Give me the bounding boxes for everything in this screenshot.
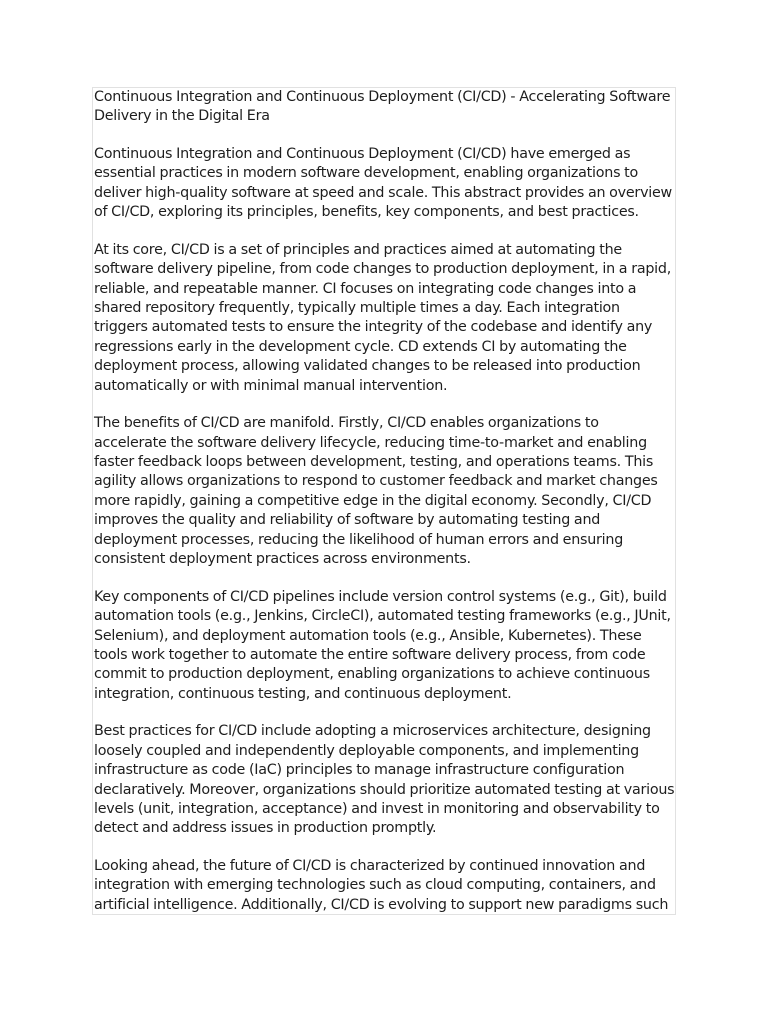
document-page <box>92 87 676 915</box>
paragraph-core: At its core, CI/CD is a set of principles and practices aimed at automating the software delivery pipeline, from code changes to production deployment, in a rapid, reliable, and repeatable manner. CI focuses on integrating code changes into a shared repository frequently, typically multiple times a day. Each integration triggers automated tests to ensure the integrity of the codebase and identify any regressions early in the development cycle. CD extends CI by automating the deployment process, allowing validated changes to be released into production automatically or with minimal manual intervention. <box>94 241 672 394</box>
paragraph-components: Key components of CI/CD pipelines include version control systems (e.g., Git), build automation tools (e.g., Jenkins, CircleCI), automated testing frameworks (e.g., JUnit, Selenium), and deployment automation tools (e.g., Ansible, Kubernetes). These tools work together to automate the entire software delivery process, from code commit to production deployment, enabling organizations to achieve continuous integration, continuous testing, and continuous deployment. <box>94 588 671 702</box>
document-title: Continuous Integration and Continuous Deployment (CI/CD) - Accelerating Software Delivery in the Digital Era <box>94 89 671 125</box>
paragraph-future: Looking ahead, the future of CI/CD is characterized by continued innovation and integration with emerging technologies such as cloud computing, containers, and artificial intelligence. Additionally, CI/CD is evolving to support new paradigms such <box>94 857 669 913</box>
paragraph-intro: Continuous Integration and Continuous Deployment (CI/CD) have emerged as essential practices in modern software development, enabling organizations to deliver high-quality software at speed and scale. This abstract provides an overview of CI/CD, exploring its principles, benefits, key components, and best practices. <box>94 146 672 221</box>
document-body <box>93 88 675 915</box>
paragraph-benefits: The benefits of CI/CD are manifold. Firstly, CI/CD enables organizations to accelerate the software delivery lifecycle, reducing time-to-market and enabling faster feedback loops between development, testing, and operations teams. This agility allows organizations to respond to customer feedback and market changes more rapidly, gaining a competitive edge in the digital economy. Secondly, CI/CD improves the quality and reliability of software by automating testing and deployment processes, reducing the likelihood of human errors and ensuring consistent deployment practices across environments. <box>94 415 658 568</box>
paragraph-best-practices: Best practices for CI/CD include adopting a microservices architecture, designing loosely coupled and independently deployable components, and implementing infrastructure as code (IaC) principles to manage infrastructure configuration declaratively. Moreover, organizations should prioritize automated testing at various levels (unit, integration, acceptance) and invest in monitoring and observability to detect and address issues in production promptly. <box>94 723 675 837</box>
